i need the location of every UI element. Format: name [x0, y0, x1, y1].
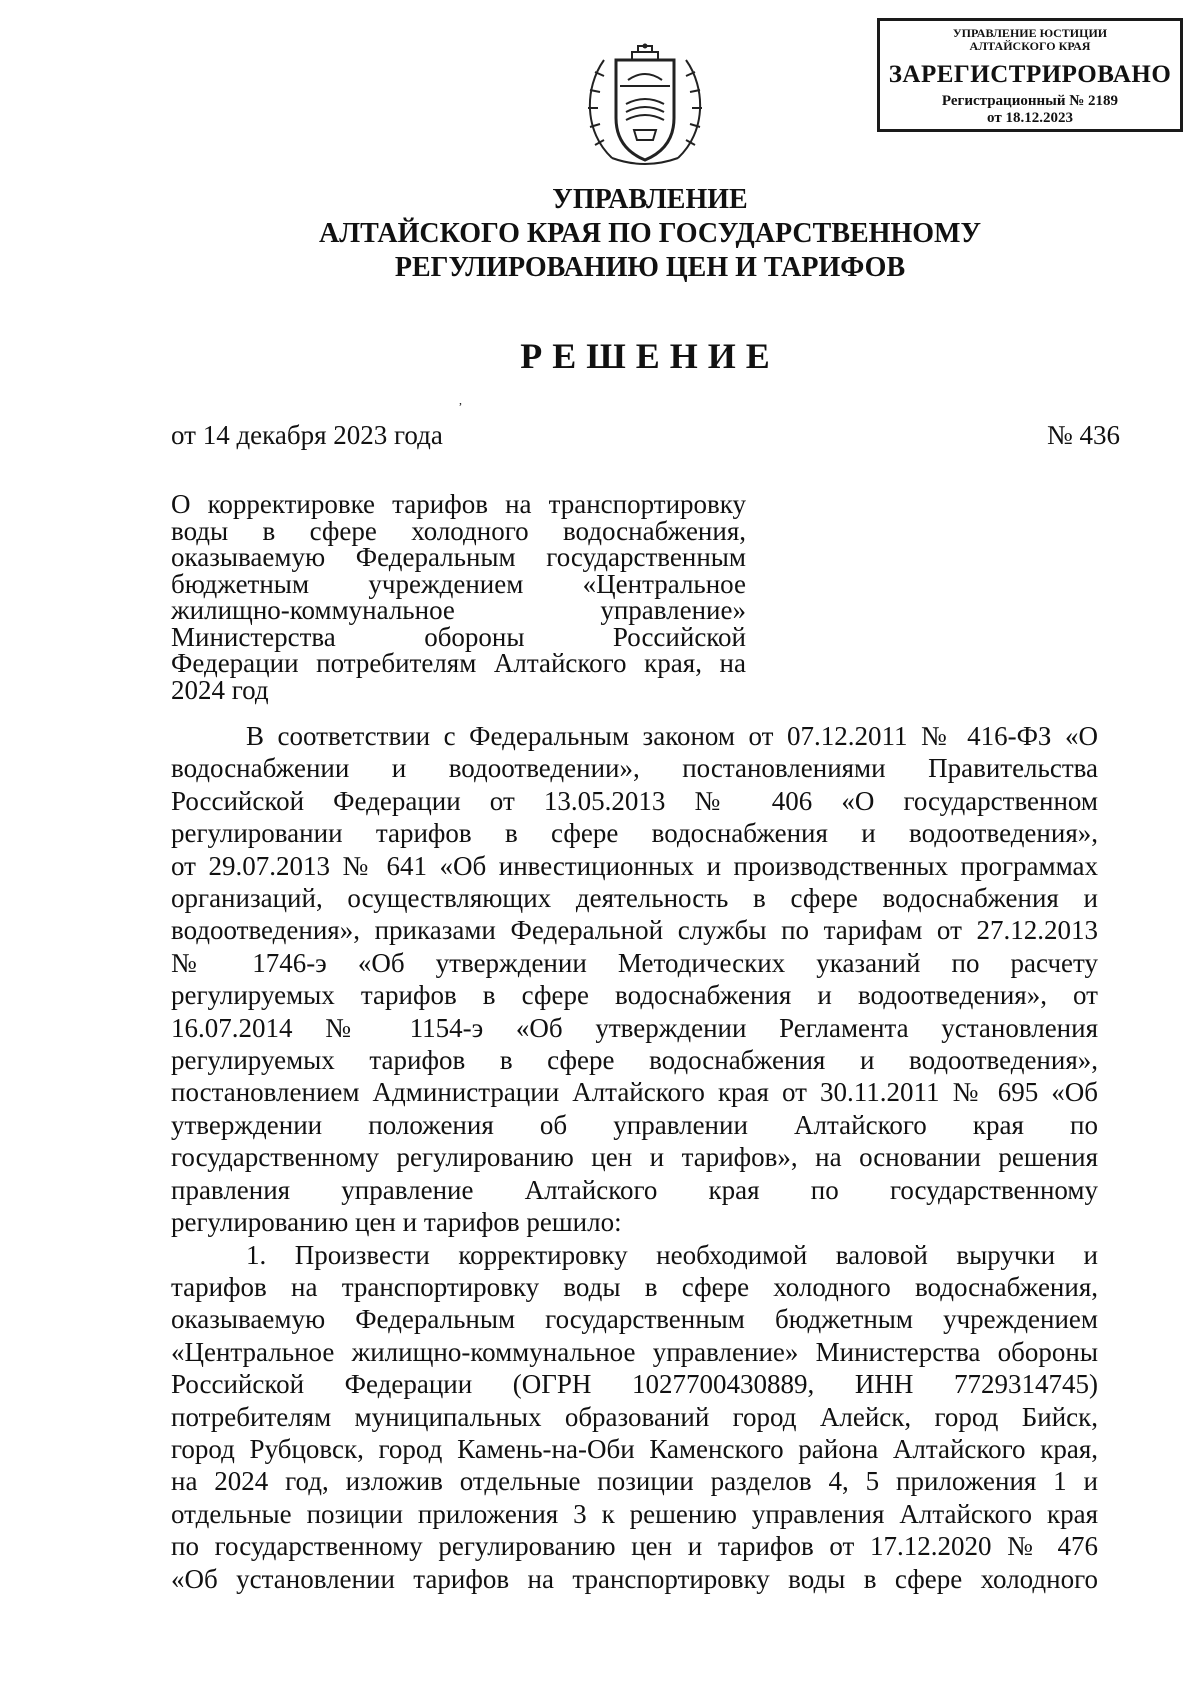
body-line: Российской Федерации от 13.05.2013 № 406 «О государственном [171, 785, 1098, 816]
body-line: от 29.07.2013 № 641 «Об инвестиционных и производственных программах [171, 850, 1098, 881]
body-line: город Рубцовск, город Камень-на-Оби Каменского района Алтайского края, [171, 1433, 1098, 1464]
stamp-authority-line2: АЛТАЙСКОГО КРАЯ [969, 39, 1091, 53]
document-number: № 436 [1046, 420, 1120, 450]
body-line: потребителям муниципальных образований город Алейск, город Бийск, [171, 1401, 1098, 1432]
body-line: водоотведения», приказами Федеральной службы по тарифам от 27.12.2013 [171, 915, 1098, 946]
body-line: Российской Федерации (ОГРН 1027700430889, ИНН 7729314745) [171, 1369, 1098, 1400]
document-body [171, 720, 1098, 1595]
org-name [0, 183, 1200, 285]
body-line: «Об установлении тарифов на транспортировку воды в сфере холодного [171, 1563, 1098, 1594]
body-line: регулируемых тарифов в сфере водоснабжения и водоотведения», [171, 1045, 1098, 1076]
body-line: 1. Произвести корректировку необходимой валовой выручки и [246, 1239, 1098, 1270]
org-name-line: РЕГУЛИРОВАНИЮ ЦЕН И ТАРИФОВ [394, 252, 906, 283]
stray-mark: , [459, 393, 462, 407]
body-line: постановлением Администрации Алтайского края от 30.11.2011 № 695 «Об [171, 1077, 1098, 1108]
body-line: водоснабжении и водоотведении», постановлениями Правительства [171, 753, 1098, 784]
body-line: регулированию цен и тарифов решило: [171, 1207, 622, 1238]
body-line: на 2024 год, изложив отдельные позиции разделов 4, 5 приложения 1 и [171, 1466, 1098, 1497]
subject-line: Министерства обороны Российской [171, 621, 746, 652]
document-date: от 14 декабря 2023 года [171, 420, 443, 450]
body-line: утверждении положения об управлении Алтайского края по [171, 1109, 1098, 1140]
org-name-line: УПРАВЛЕНИЕ [552, 184, 748, 215]
subject-line: 2024 год [171, 674, 269, 705]
org-name-line: АЛТАЙСКОГО КРАЯ ПО ГОСУДАРСТВЕННОМУ [319, 218, 981, 249]
subject-line: воды в сфере холодного водоснабжения, [171, 515, 746, 546]
stamp-reg-date: от 18.12.2023 [987, 110, 1073, 126]
altai-krai-coat-of-arms-icon [582, 40, 708, 172]
document-subject [171, 491, 746, 703]
body-line: «Центральное жилищно-коммунальное управление» Министерства обороны [171, 1336, 1098, 1367]
body-line: по государственному регулированию цен и тарифов от 17.12.2020 № 476 [171, 1531, 1098, 1562]
body-line: организаций, осуществляющих деятельность в сфере водоснабжения и [171, 883, 1098, 914]
subject-line: Федерации потребителям Алтайского края, на [171, 648, 746, 678]
body-line: тарифов на транспортировку воды в сфере холодного водоснабжения, [171, 1271, 1098, 1302]
subject-line: жилищно-коммунальное управление» [171, 595, 746, 625]
body-line: В соответствии с Федеральным законом от 07.12.2011 № 416-ФЗ «О [246, 721, 1098, 751]
body-line: оказываемую Федеральным государственным бюджетным учреждением [171, 1304, 1098, 1335]
body-line: № 1746-э «Об утверждении Методических указаний по расчету [171, 947, 1098, 978]
body-line: государственному регулированию цен и тарифов», на основании решения [171, 1142, 1098, 1173]
clause-1-paragraph [171, 1239, 1098, 1595]
registration-stamp [877, 18, 1183, 132]
subject-line: оказываемую Федеральным государственным [171, 542, 746, 572]
subject-line: бюджетным учреждением «Центральное [171, 568, 746, 599]
stamp-reg-number: Регистрационный № 2189 [941, 93, 1119, 109]
body-line: регулировании тарифов в сфере водоснабжения и водоотведения», [171, 818, 1098, 849]
body-line: 16.07.2014 № 1154-э «Об утверждении Регламента установления [171, 1012, 1098, 1043]
stamp-status: ЗАРЕГИСТРИРОВАНО [888, 61, 1172, 88]
subject-line: О корректировке тарифов на транспортировку [171, 489, 746, 519]
document-type-title: РЕШЕНИЕ [520, 336, 780, 376]
body-line: правления управление Алтайского края по государственному [171, 1174, 1098, 1205]
preamble-paragraph [171, 720, 1098, 1239]
body-line: регулируемых тарифов в сфере водоснабжения и водоотведения», от [171, 980, 1098, 1011]
stamp-authority-line1: УПРАВЛЕНИЕ ЮСТИЦИИ [952, 26, 1108, 40]
body-line: отдельные позиции приложения 3 к решению управления Алтайского края [171, 1498, 1098, 1529]
